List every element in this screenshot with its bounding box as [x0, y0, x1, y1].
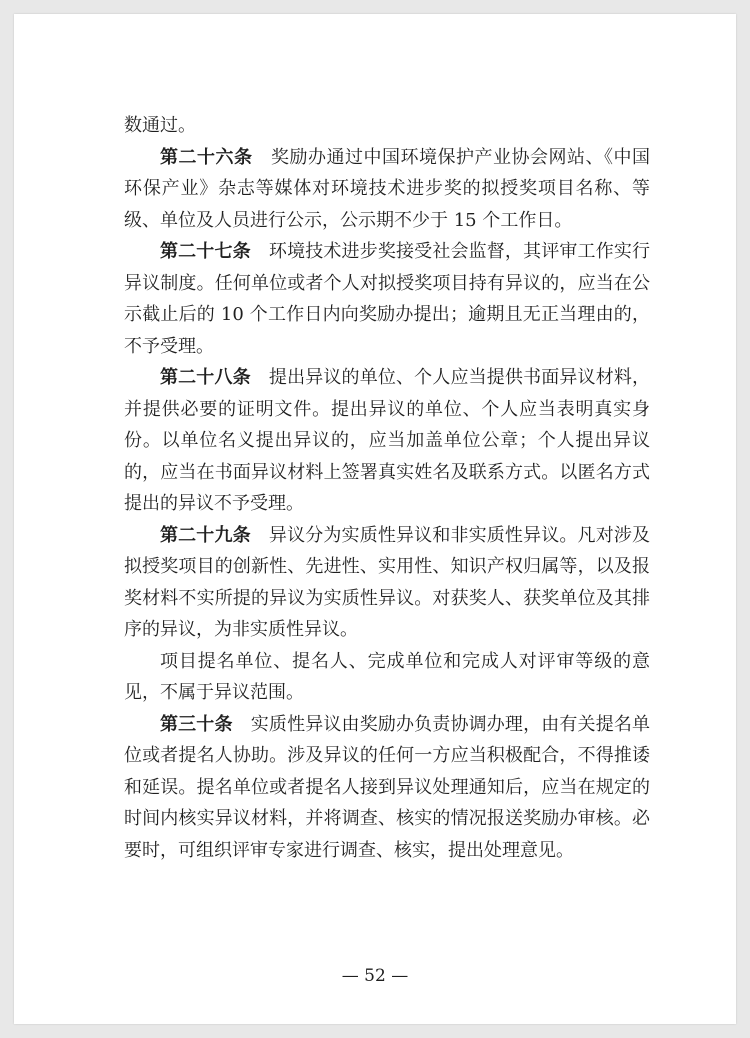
paragraph-5: [124, 646, 650, 709]
article-number: 第二十八条: [160, 367, 251, 388]
paragraph-text: 项目提名单位、提名人、完成单位和完成人对评审等级的意见，不属于异议范围。: [124, 650, 650, 703]
article-number: 第三十条: [160, 713, 233, 735]
article-26: [124, 142, 650, 237]
paragraph-0: [124, 110, 650, 142]
paragraph-text: 奖励办通过中国环境保护产业协会网站、《中国环保产业》杂志等媒体对环境技术进步奖的拟授奖项目名称、等级、单位及人员进行公示，公示期不少于 15 个工作日。: [124, 146, 650, 231]
article-number: 第二十七条: [160, 241, 251, 262]
page-number: — 52 —: [341, 966, 409, 986]
paragraph-text: 提出异议的单位、个人应当提供书面异议材料，并提供必要的证明文件。提出异议的单位、个人应当表明真实身份。以单位名义提出异议的，应当加盖单位公章；个人提出异议的，应当在书面异议材料上签署真实姓名及联系方式。以匿名方式提出的异议不予受理。: [124, 367, 651, 514]
paragraph-text: 数通过。: [124, 115, 196, 136]
document-body: [124, 110, 650, 866]
document-page: [14, 14, 736, 1024]
article-30: [124, 709, 650, 867]
paragraph-text: 实质性异议由奖励办负责协调办理，由有关提名单位或者提名人协助。涉及异议的任何一方应当积极配合，不得推诿和延误。提名单位或者提名人接到异议处理通知后，应当在规定的时间内核实异议材料，并将调查、核实的情况报送奖励办审核。必要时，可组织评审专家进行调查、核实，提出处理意见。: [124, 713, 651, 861]
article-28: [124, 362, 650, 520]
article-number: 第二十九条: [160, 524, 251, 546]
paragraph-text: 异议分为实质性异议和非实质性异议。凡对涉及拟授奖项目的创新性、先进性、实用性、知识产权归属等，以及报奖材料不实所提的异议为实质性异议。对获奖人、获奖单位及其排序的异议，为非实质性异议。: [124, 524, 651, 640]
article-number: 第二十六条: [160, 146, 253, 168]
paragraph-text: 环境技术进步奖接受社会监督，其评审工作实行异议制度。任何单位或者个人对拟授奖项目持有异议的，应当在公示截止后的 10 个工作日内向奖励办提出；逾期且无正当理由的，不予受理。: [124, 241, 651, 357]
article-27: [124, 236, 650, 362]
article-29: [124, 520, 650, 646]
